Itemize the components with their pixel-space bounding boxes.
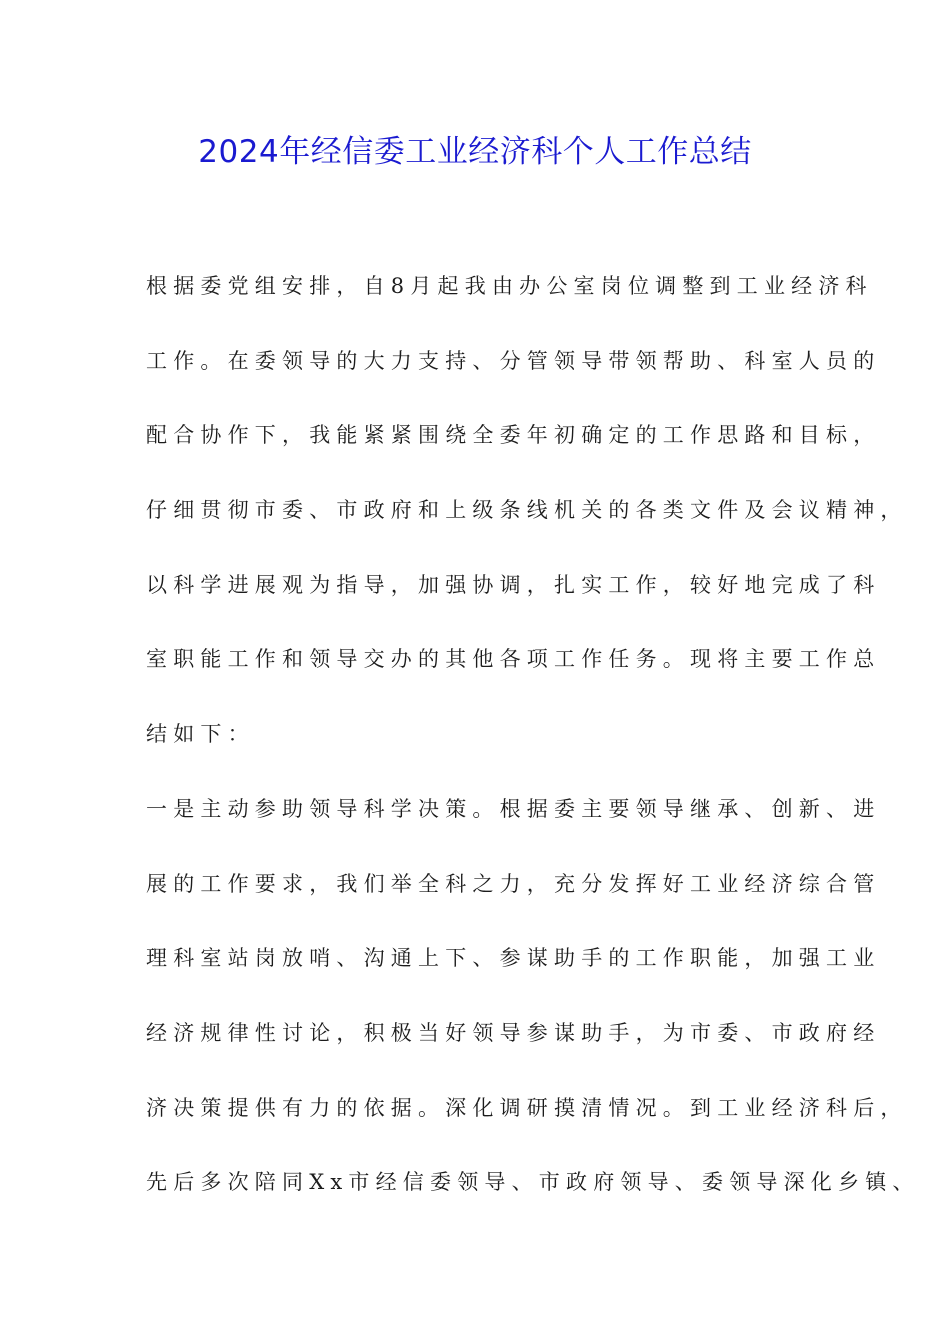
body-line: 经济规律性讨论，积极当好领导参谋助手，为市委、市政府经 (146, 1020, 881, 1045)
document-title: 2024年经信委工业经济科个人工作总结 (198, 134, 752, 170)
body-line: 先后多次陪同Xx市经信委领导、市政府领导、委领导深化乡镇、 (146, 1170, 920, 1195)
body-line: 根据委党组安排，自8月起我由办公室岗位调整到工业经济科 (146, 274, 873, 298)
body-line: 展的工作要求，我们举全科之力，充分发挥好工业经济综合管 (146, 871, 881, 896)
body-line: 理科室站岗放哨、沟通上下、参谋助手的工作职能，加强工业 (146, 946, 881, 971)
document-body (146, 262, 920, 1233)
body-line: 配合协作下，我能紧紧围绕全委年初确定的工作思路和目标， (146, 423, 881, 448)
body-line: 仔细贯彻市委、市政府和上级条线机关的各类文件及会议精神， (146, 498, 908, 523)
body-line: 一是主动参助领导科学决策。根据委主要领导继承、创新、进 (146, 796, 881, 821)
body-line: 室职能工作和领导交办的其他各项工作任务。现将主要工作总 (146, 647, 881, 672)
body-line: 结如下： (146, 722, 255, 747)
body-line: 以科学进展观为指导，加强协调，扎实工作，较好地完成了科 (146, 572, 881, 597)
body-line: 济决策提供有力的依据。深化调研摸清情况。到工业经济科后， (146, 1095, 908, 1120)
body-line: 工作。在委领导的大力支持、分管领导带领帮助、科室人员的 (146, 348, 881, 373)
